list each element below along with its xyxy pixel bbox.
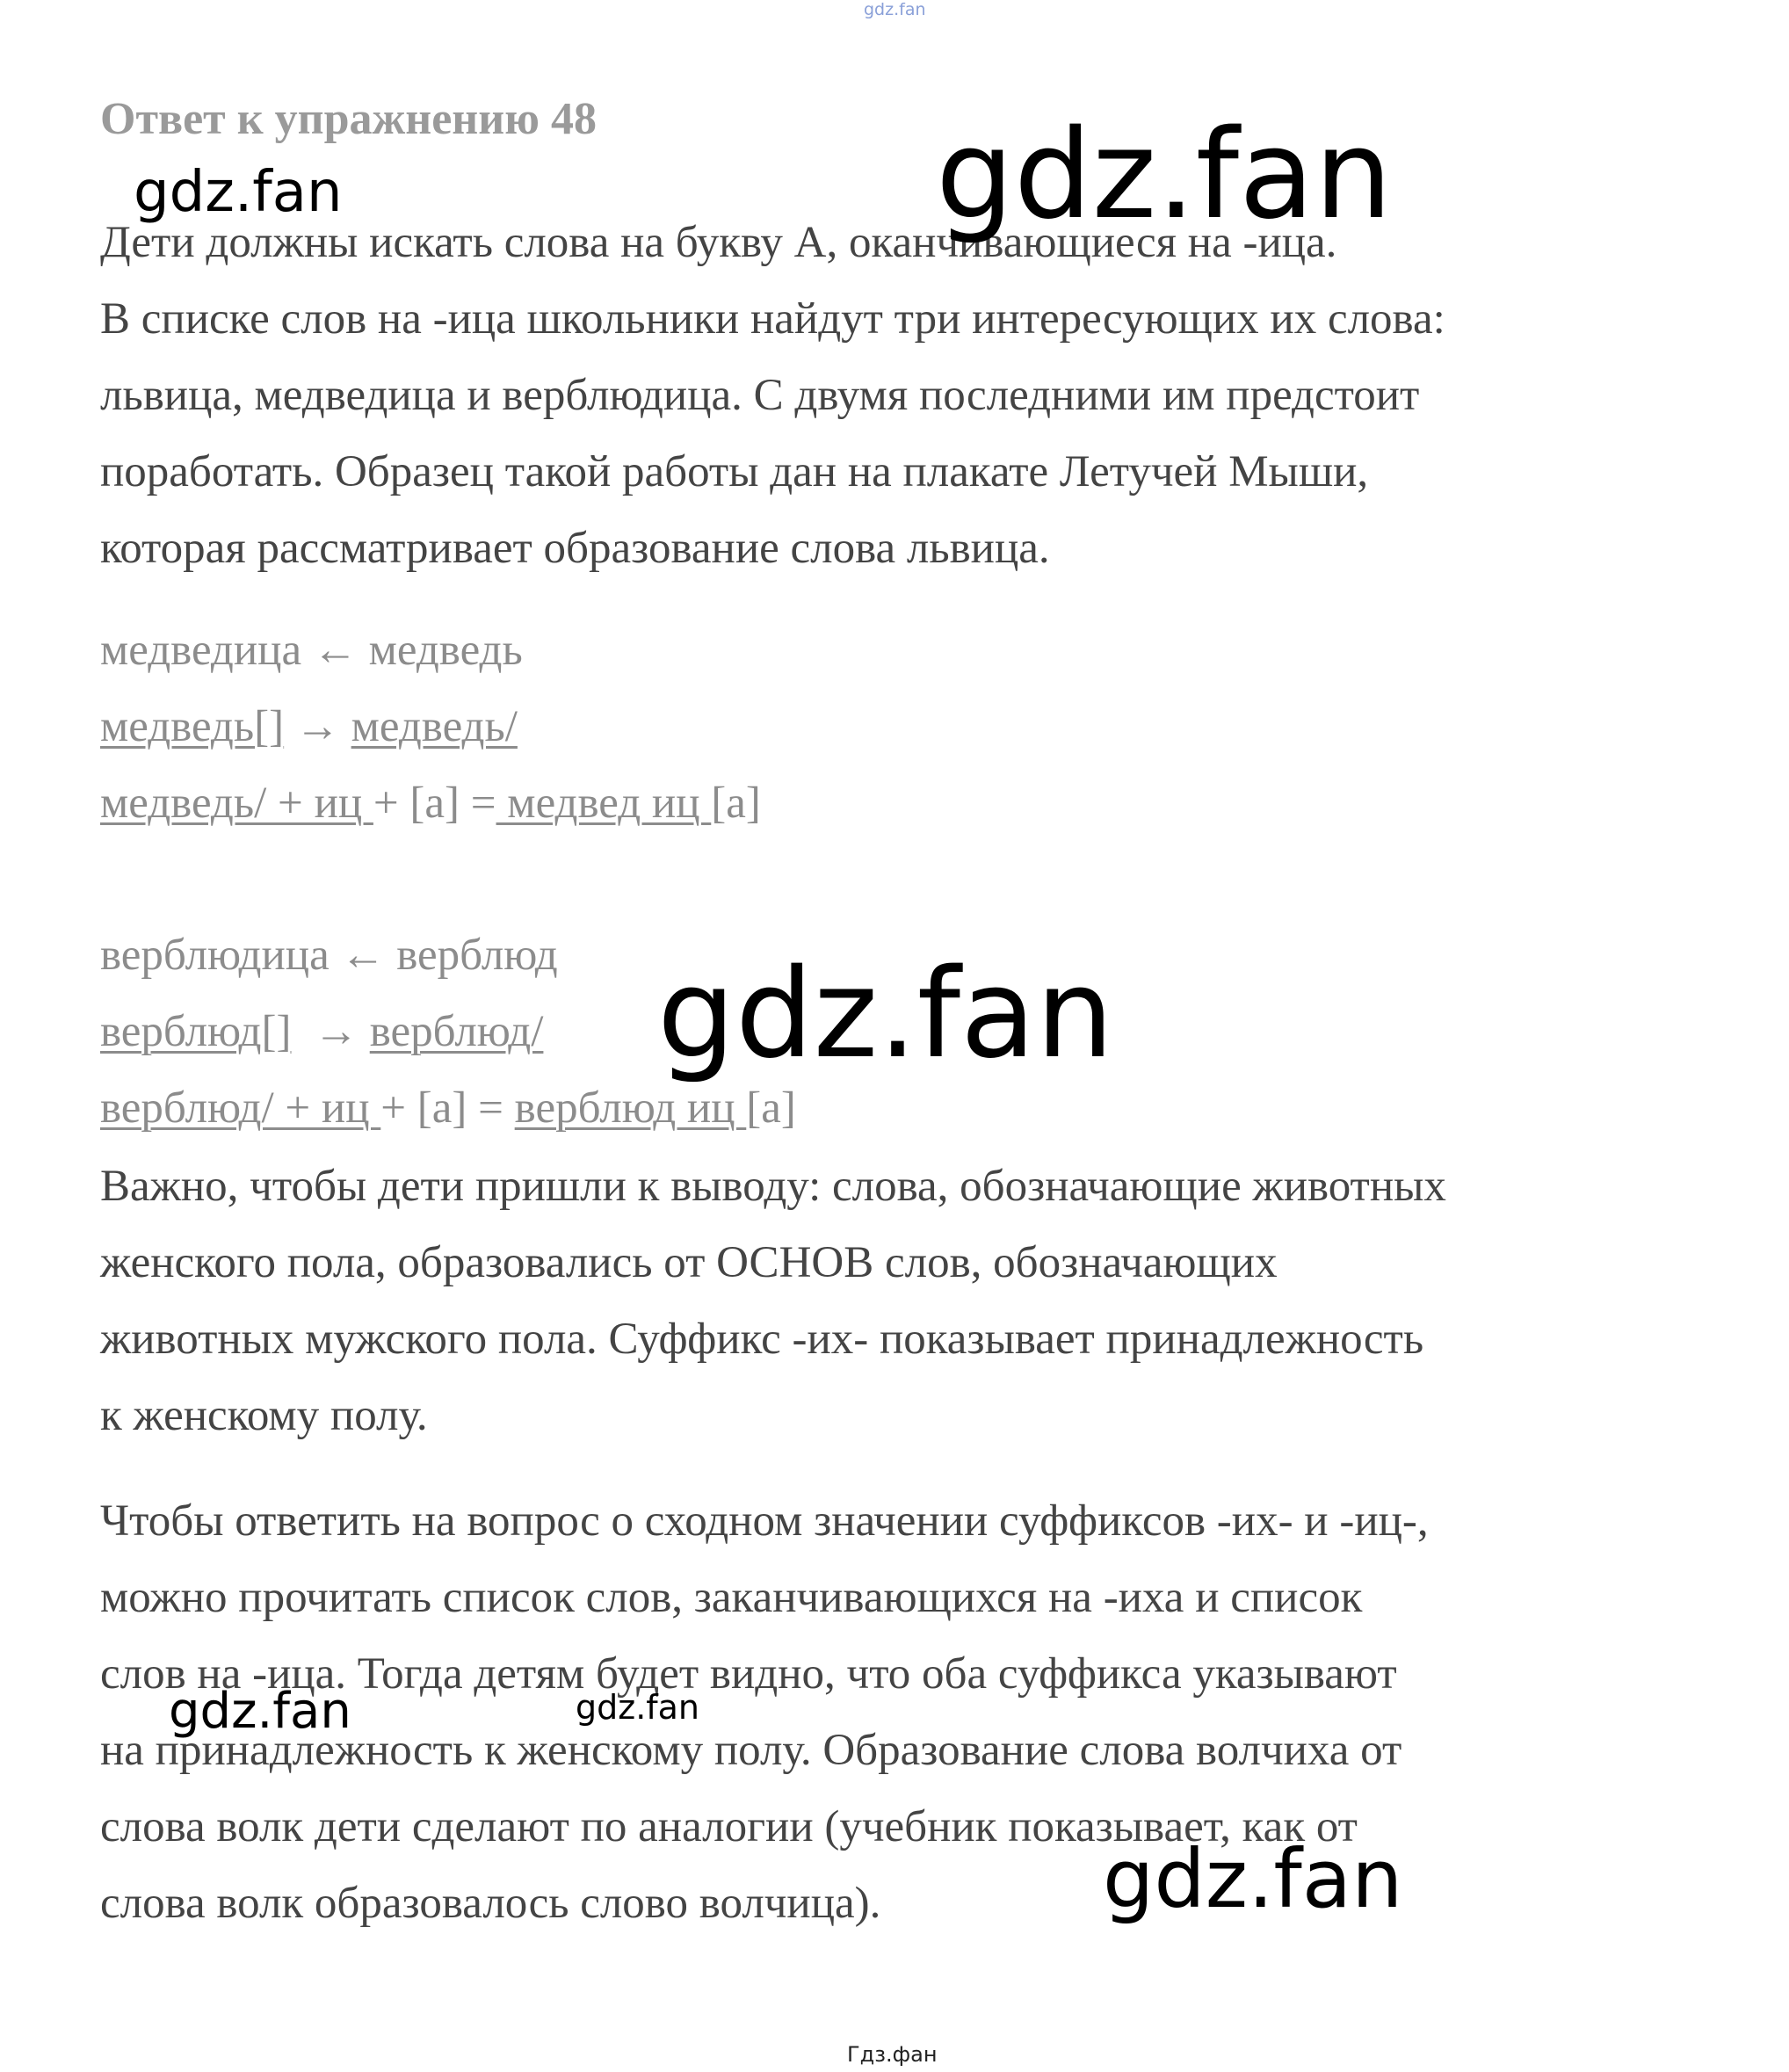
watermark: gdz.fan: [1103, 1832, 1403, 1926]
paragraph-conclusion: [100, 1148, 1446, 1454]
derivation-line: [100, 1003, 543, 1060]
watermark: gdz.fan: [576, 1688, 700, 1727]
paragraph-line: Чтобы ответить на вопрос о сходном значении суффиксов -их- и -иц-,: [100, 1496, 1429, 1546]
paragraph-line: львица, медведица и верблюдица. С двумя последними им предстоит: [100, 371, 1420, 420]
word-with-ending: медведь[]: [100, 702, 285, 751]
watermark: gdz.fan: [657, 943, 1114, 1086]
paragraph-line: животных мужского пола. Суффикс -их- показывает принадлежность: [100, 1315, 1424, 1364]
ending-part: + [а] =: [373, 779, 496, 828]
paragraph-line: слов на -ица. Тогда детям будет видно, что оба суффикса указывают: [100, 1649, 1397, 1699]
watermark: gdz.fan: [169, 1683, 351, 1740]
arrow: →: [284, 702, 351, 751]
result-ending: [а]: [746, 1083, 796, 1133]
derivation-line: [100, 699, 518, 755]
paragraph-intro: [100, 205, 1445, 587]
word-with-ending: верблюд[]: [100, 1007, 292, 1056]
arrow: →: [291, 1007, 370, 1056]
word-stem: медведь/: [351, 702, 518, 751]
paragraph-line: слова волк дети сделают по аналогии (учебник показывает, как от: [100, 1802, 1358, 1851]
footer-text: Гдз.фан: [847, 2042, 938, 2067]
ending-part: + [а] =: [380, 1083, 515, 1133]
watermark: gdz.fan: [936, 104, 1393, 247]
word-stem: верблюд/: [369, 1007, 544, 1056]
top-watermark: gdz.fan: [864, 0, 926, 19]
result-stem: медвед иц: [496, 779, 712, 828]
watermark: gdz.fan: [134, 160, 343, 225]
paragraph-line: на принадлежность к женскому полу. Образование слова волчиха от: [100, 1726, 1402, 1775]
result-ending: [а]: [711, 779, 761, 828]
paragraph-line: слова волк образовалось слово волчица).: [100, 1879, 881, 1928]
derivation-line: верблюдица ← верблюд: [100, 931, 558, 980]
paragraph-line: В списке слов на -ица школьники найдут три интересующих их слова:: [100, 294, 1445, 344]
derivation-line: медведица ← медведь: [100, 626, 523, 675]
stem-plus-suffix: верблюд/ + иц: [100, 1083, 381, 1133]
paragraph-line: можно прочитать список слов, заканчивающихся на -иха и список: [100, 1573, 1363, 1622]
paragraph-line: которая рассматривает образование слова львица.: [100, 524, 1050, 573]
result-stem: верблюд иц: [514, 1083, 747, 1133]
paragraph-line: Важно, чтобы дети пришли к выводу: слова, обозначающие животных: [100, 1162, 1446, 1211]
derivation-line: [100, 1080, 796, 1136]
paragraph-line: к женскому полу.: [100, 1391, 428, 1440]
stem-plus-suffix: медведь/ + иц: [100, 779, 373, 828]
paragraph-line: женского пола, образовались от ОСНОВ слов, обозначающих: [100, 1238, 1278, 1287]
page-title: Ответ к упражнению 48: [100, 94, 597, 144]
derivation-line: [100, 775, 761, 831]
paragraph-line: Дети должны искать слова на букву А, оканчивающиеся на -ица.: [100, 218, 1337, 267]
paragraph-line: поработать. Образец такой работы дан на плакате Летучей Мыши,: [100, 447, 1369, 496]
